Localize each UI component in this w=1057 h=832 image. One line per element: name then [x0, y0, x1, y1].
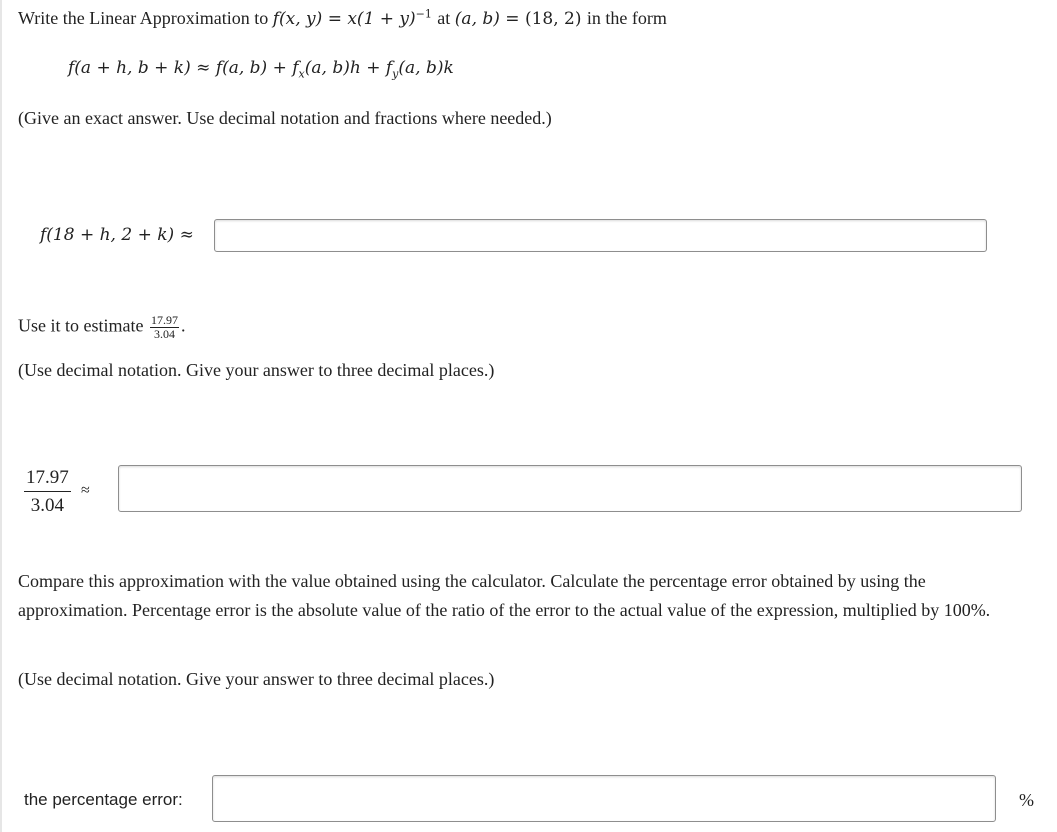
estimate-input[interactable] [118, 465, 1022, 512]
instructions-decimal-1: (Use decimal notation. Give your answer to three decimal places.) [18, 360, 495, 380]
estimate-prompt: Use it to estimate $\frac{17.97}{3.04}$ . [18, 313, 186, 341]
instructions-exact: (Give an exact answer. Use decimal notation and fractions where needed.) [18, 108, 552, 128]
instructions-decimal-2: (Use decimal notation. Give your answer to three decimal places.) [18, 669, 495, 689]
compare-paragraph: Compare this approximation with the value obtained using the calculator. Calculate the percentage error obtained by using the approximation. Percentage error is the absolute value of the ratio of the error to the actual value of the expression, multiplied by 100%. [18, 571, 991, 620]
answer2-approx: ≈ [81, 482, 90, 499]
answer1-label: f(18 + h, 2 + k) ≈ [40, 225, 194, 245]
function-definition: f(x, $y) = x(1 + y)^{-1}$ [272, 7, 432, 29]
percent-unit: % [1019, 790, 1034, 810]
estimate-fraction: $\frac{17.97}{3.04}$ [150, 313, 178, 341]
linear-approx-formula: f(a + h, b + k) ≈ f(a, $b) + f_x(a$, $b)h + f_y(a$, b)k [68, 58, 454, 81]
left-border [0, 0, 2, 832]
answer2-fraction: $\frac{17.97}{3.04}$ [26, 467, 69, 516]
intro-suffix: in the form [586, 8, 667, 28]
point-definition: (a, b) = (18, 2) [454, 9, 582, 29]
intro-at: at [437, 8, 451, 28]
question-intro [18, 7, 667, 30]
intro-prefix: Write the Linear Approximation to [18, 8, 269, 28]
percentage-error-input[interactable] [212, 775, 996, 822]
linear-approximation-input[interactable] [214, 219, 987, 252]
percentage-error-label: the percentage error: [24, 790, 183, 809]
